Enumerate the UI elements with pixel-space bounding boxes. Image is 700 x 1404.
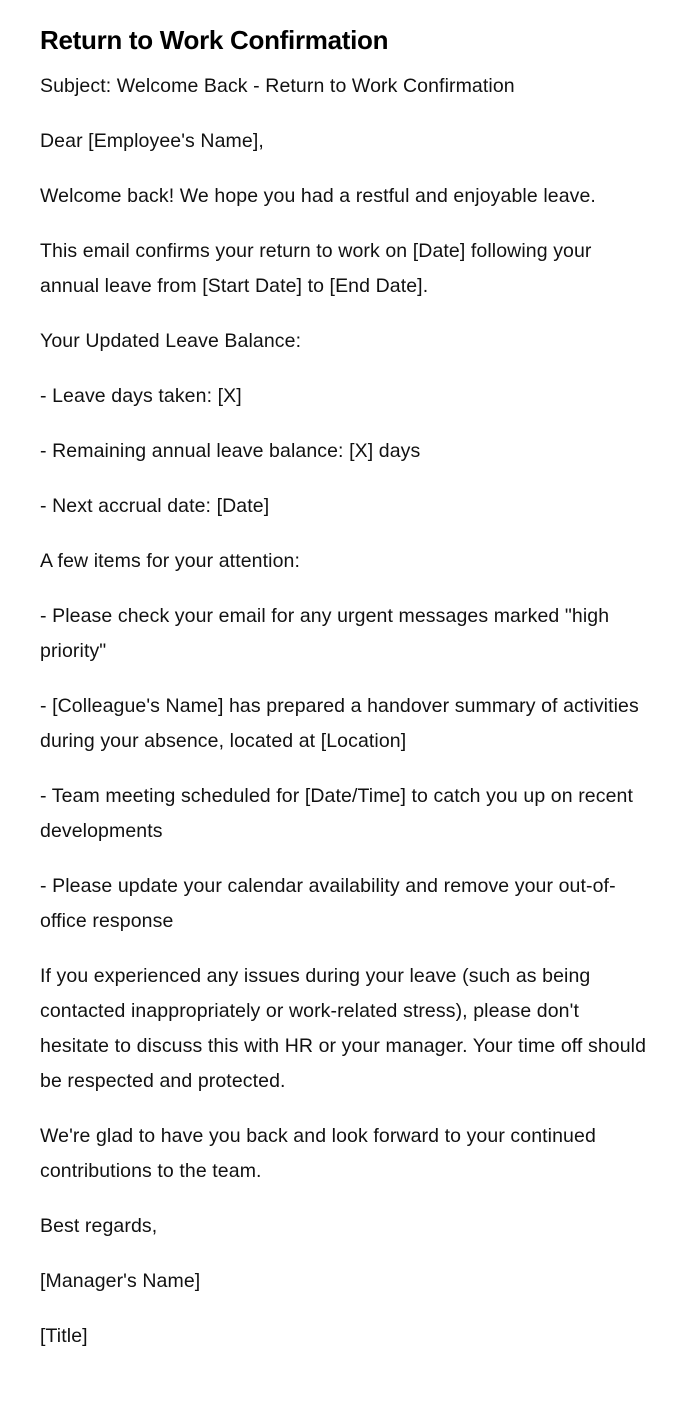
attention-item-calendar: - Please update your calendar availability and remove your out-of-office response <box>40 875 616 932</box>
remaining-balance-item: - Remaining annual leave balance: [X] days <box>40 440 421 462</box>
manager-title: [Title] <box>40 1325 88 1347</box>
attention-item-email: - Please check your email for any urgent messages marked "high priority" <box>40 605 610 662</box>
document-title: Return to Work Confirmation <box>40 25 389 55</box>
attention-item-meeting: - Team meeting scheduled for [Date/Time] to catch you up on recent developments <box>40 785 633 842</box>
leave-days-taken-item: - Leave days taken: [X] <box>40 385 242 407</box>
welcome-paragraph: Welcome back! We hope you had a restful and enjoyable leave. <box>40 185 596 207</box>
confirmation-paragraph: This email confirms your return to work on [Date] following your annual leave from [Start Date] to [End Date]. <box>40 240 592 297</box>
sign-off: Best regards, <box>40 1215 158 1237</box>
subject-line: Subject: Welcome Back - Return to Work Confirmation <box>40 75 515 97</box>
leave-balance-heading: Your Updated Leave Balance: <box>40 330 302 352</box>
manager-name: [Manager's Name] <box>40 1270 201 1292</box>
closing-paragraph: We're glad to have you back and look forward to your continued contributions to the team. <box>40 1125 596 1182</box>
attention-item-handover: - [Colleague's Name] has prepared a handover summary of activities during your absence, located at [Location] <box>40 695 639 752</box>
next-accrual-item: - Next accrual date: [Date] <box>40 495 270 517</box>
attention-heading: A few items for your attention: <box>40 550 300 572</box>
issues-paragraph: If you experienced any issues during your leave (such as being contacted inappropriately or work-related stress), please don't hesitate to discuss this with HR or your manager. Your time off should be respected and protected. <box>40 965 647 1092</box>
greeting: Dear [Employee's Name], <box>40 130 264 152</box>
